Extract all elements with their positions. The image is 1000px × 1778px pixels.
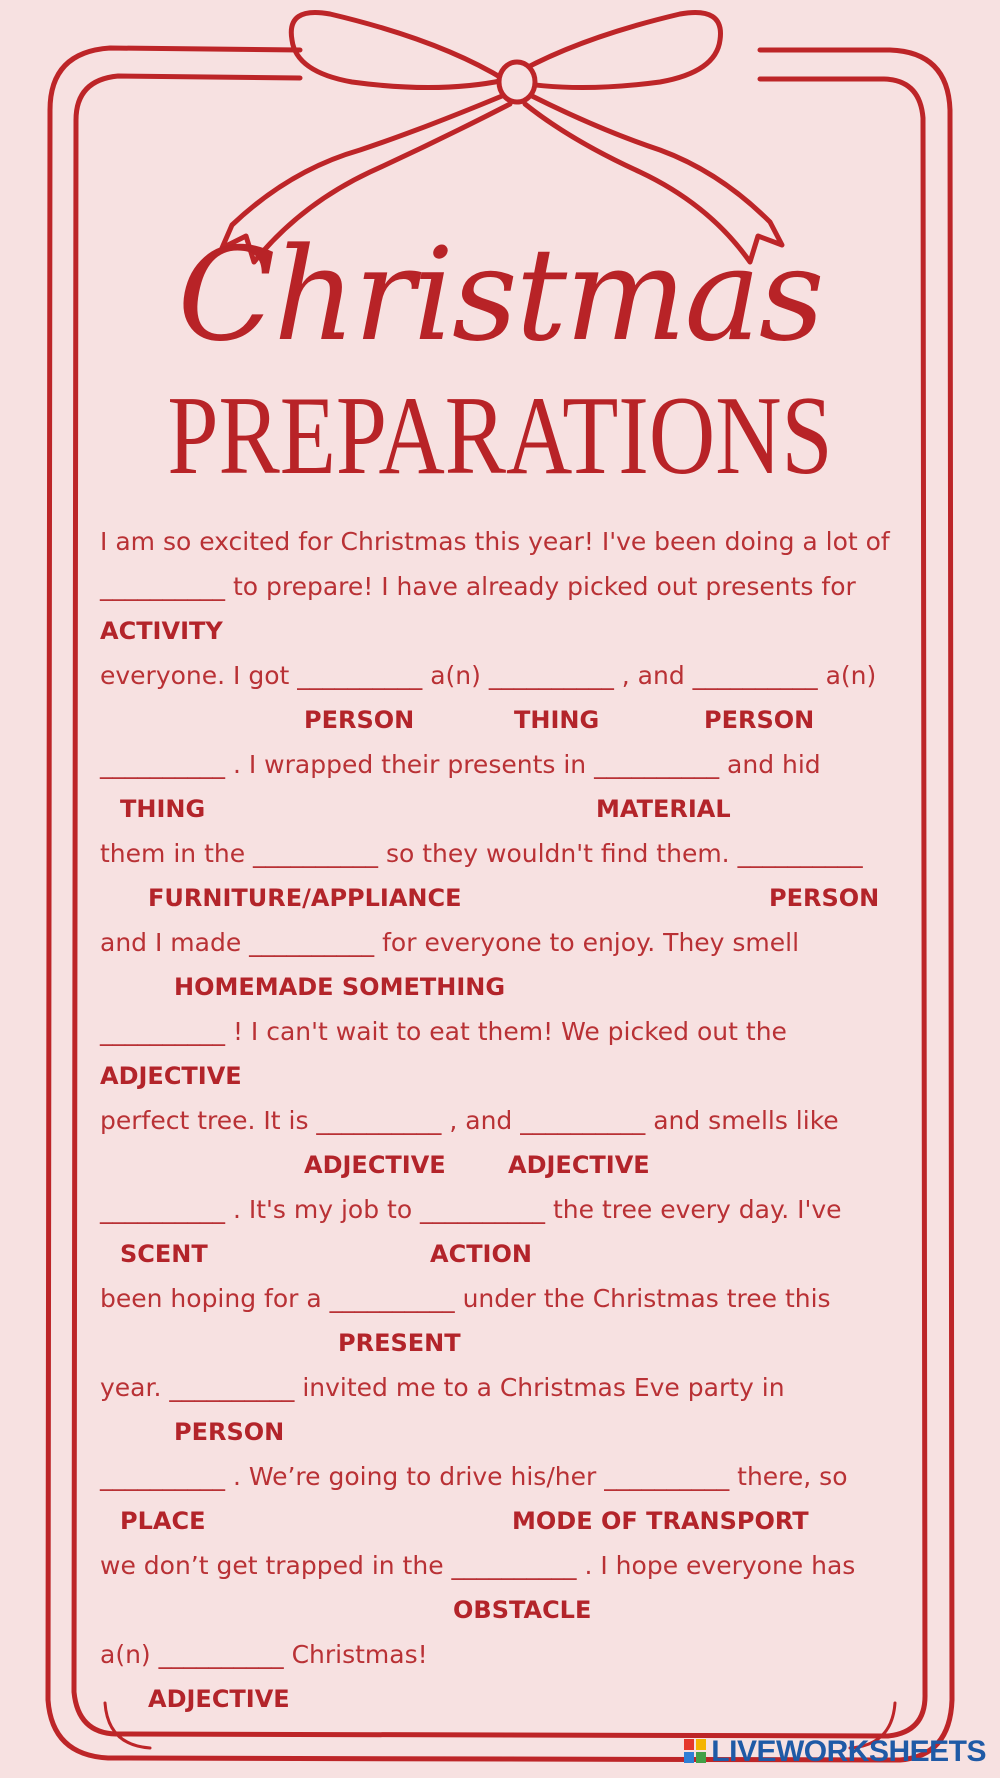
blank-label: SCENT	[120, 1240, 208, 1268]
story-line: we don’t get trapped in the __________ . I hope everyone has	[100, 1550, 856, 1580]
blank-label: PLACE	[120, 1507, 206, 1535]
story-line: I am so excited for Christmas this year! I've been doing a lot of	[100, 527, 890, 556]
label-row	[100, 1143, 920, 1188]
liveworksheets-logo-icon	[684, 1739, 708, 1765]
liveworksheets-watermark	[684, 1734, 986, 1770]
label-row	[100, 876, 920, 921]
blank-label: ACTIVITY	[100, 617, 223, 645]
title-caps: PREPARATIONS	[167, 374, 833, 498]
blank-label: PERSON	[174, 1418, 285, 1446]
story-line: them in the __________ so they wouldn't find them. __________	[100, 838, 863, 868]
blank-label: PERSON	[304, 706, 415, 734]
label-row	[100, 1499, 920, 1544]
label-row	[100, 1321, 920, 1366]
blank-label: ADJECTIVE	[100, 1062, 242, 1090]
label-row	[100, 965, 920, 1010]
label-row	[100, 1588, 920, 1633]
blank-label: OBSTACLE	[453, 1596, 592, 1624]
title-script: Christmas	[177, 221, 823, 370]
blank-label: ADJECTIVE	[304, 1151, 446, 1179]
blank-label: ADJECTIVE	[148, 1685, 290, 1713]
story-line: everyone. I got __________ a(n) __________ , and __________ a(n)	[100, 660, 877, 690]
blank-label: PRESENT	[338, 1329, 461, 1357]
label-row	[100, 698, 920, 743]
blank-label: MODE OF TRANSPORT	[512, 1507, 809, 1535]
label-row	[100, 1410, 920, 1455]
story-line: __________ . I wrapped their presents in __________ and hid	[100, 749, 821, 779]
story-line: __________ ! I can't wait to eat them! We picked out the	[100, 1016, 787, 1046]
blank-label: FURNITURE/APPLIANCE	[148, 884, 462, 912]
blank-label: PERSON	[769, 884, 880, 912]
blank-label: MATERIAL	[596, 795, 731, 823]
story-line: perfect tree. It is __________ , and __________ and smells like	[100, 1105, 839, 1135]
story-body	[100, 520, 920, 1722]
story-line: year. __________ invited me to a Christmas Eve party in	[100, 1372, 785, 1402]
blank-label: HOMEMADE SOMETHING	[174, 973, 506, 1001]
story-line: __________ to prepare! I have already picked out presents for	[100, 571, 856, 601]
story-line: been hoping for a __________ under the Christmas tree this	[100, 1283, 831, 1313]
blank-label: ACTION	[430, 1240, 532, 1268]
label-row	[100, 609, 920, 654]
label-row	[100, 1054, 920, 1099]
story-line: a(n) __________ Christmas!	[100, 1639, 428, 1669]
blank-label: THING	[514, 706, 600, 734]
label-row	[100, 787, 920, 832]
blank-label: ADJECTIVE	[508, 1151, 650, 1179]
label-row	[100, 1677, 920, 1722]
watermark-text: LIVEWORKSHEETS	[711, 1735, 986, 1768]
story-line: __________ . We’re going to drive his/her __________ there, so	[100, 1461, 848, 1491]
blank-label: PERSON	[704, 706, 815, 734]
blank-label: THING	[120, 795, 206, 823]
story-line: and I made __________ for everyone to enjoy. They smell	[100, 927, 800, 957]
story-line: __________ . It's my job to __________ the tree every day. I've	[100, 1194, 842, 1224]
label-row	[100, 1232, 920, 1277]
